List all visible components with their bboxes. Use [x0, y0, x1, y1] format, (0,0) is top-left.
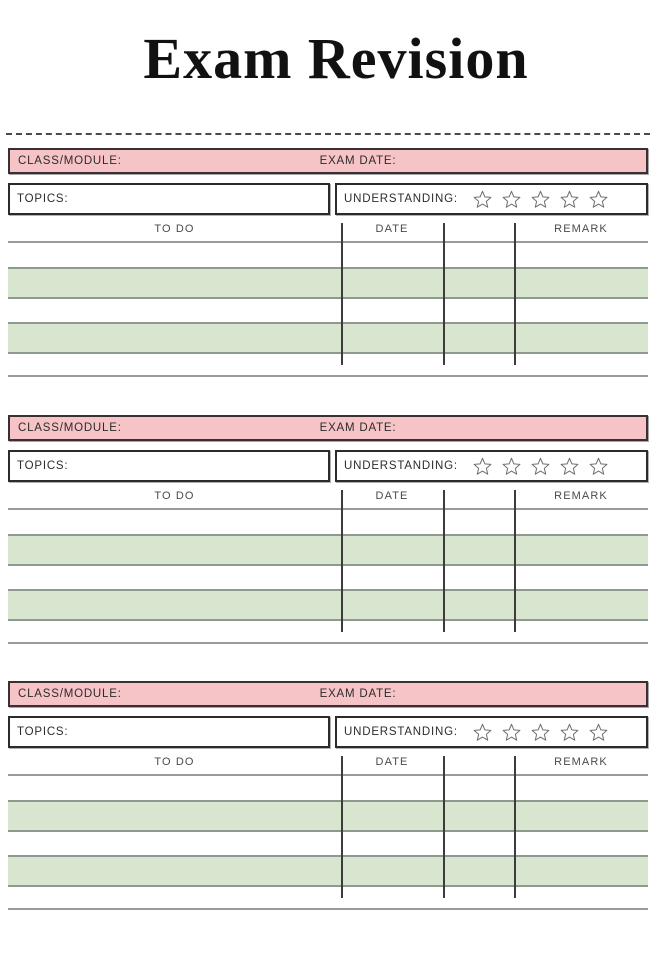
- table-rule: [8, 241, 648, 243]
- table-rule: [8, 508, 648, 510]
- star-outline-icon[interactable]: [530, 456, 551, 477]
- understanding-label: UNDERSTANDING:: [344, 726, 458, 738]
- star-outline-icon[interactable]: [559, 456, 580, 477]
- table-column-divider: [341, 223, 343, 365]
- star-outline-icon[interactable]: [588, 189, 609, 210]
- class-module-label: CLASS/MODULE:: [18, 688, 122, 700]
- understanding-field[interactable]: [335, 183, 648, 215]
- understanding-label: UNDERSTANDING:: [344, 460, 458, 472]
- table-rule: [8, 589, 648, 591]
- star-outline-icon[interactable]: [501, 189, 522, 210]
- topics-field[interactable]: [8, 183, 330, 215]
- table-rule: [8, 830, 648, 832]
- star-outline-icon[interactable]: [472, 722, 493, 743]
- revision-section-1: [8, 148, 648, 365]
- table-row[interactable]: [8, 590, 648, 620]
- star-outline-icon[interactable]: [472, 456, 493, 477]
- table-rule: [8, 375, 648, 377]
- todo-table: [8, 756, 648, 898]
- column-header-todo: TO DO: [154, 223, 195, 235]
- topics-label: TOPICS:: [17, 193, 69, 205]
- column-header-date: DATE: [375, 490, 409, 502]
- table-rule: [8, 352, 648, 354]
- todo-table: [8, 490, 648, 632]
- section-header-bar: [8, 415, 648, 441]
- table-column-divider: [341, 490, 343, 632]
- table-grid: [8, 241, 648, 365]
- understanding-rating[interactable]: [472, 722, 609, 743]
- table-rule: [8, 534, 648, 536]
- revision-section-3: [8, 681, 648, 898]
- table-rule: [8, 267, 648, 269]
- table-rule: [8, 885, 648, 887]
- column-header-date: DATE: [375, 756, 409, 768]
- understanding-field[interactable]: [335, 716, 648, 748]
- table-row[interactable]: [8, 856, 648, 886]
- table-row[interactable]: [8, 268, 648, 298]
- fields-row: [8, 450, 648, 482]
- table-rule: [8, 908, 648, 910]
- table-column-divider: [514, 756, 516, 898]
- table-rule: [8, 642, 648, 644]
- star-outline-icon[interactable]: [472, 189, 493, 210]
- fields-row: [8, 716, 648, 748]
- column-header-remark: REMARK: [554, 756, 608, 768]
- table-rule: [8, 619, 648, 621]
- section-header-bar: [8, 681, 648, 707]
- table-row[interactable]: [8, 323, 648, 353]
- topics-field[interactable]: [8, 450, 330, 482]
- star-outline-icon[interactable]: [530, 722, 551, 743]
- table-row[interactable]: [8, 535, 648, 565]
- page-title: Exam Revision: [143, 26, 529, 91]
- topics-label: TOPICS:: [17, 726, 69, 738]
- star-outline-icon[interactable]: [559, 722, 580, 743]
- title-divider: [6, 133, 650, 135]
- understanding-label: UNDERSTANDING:: [344, 193, 458, 205]
- topics-field[interactable]: [8, 716, 330, 748]
- column-header-remark: REMARK: [554, 490, 608, 502]
- star-outline-icon[interactable]: [501, 456, 522, 477]
- star-outline-icon[interactable]: [588, 722, 609, 743]
- table-grid: [8, 774, 648, 898]
- table-column-divider: [514, 223, 516, 365]
- exam-date-label: EXAM DATE:: [319, 422, 397, 434]
- table-grid: [8, 508, 648, 632]
- column-header-date: DATE: [375, 223, 409, 235]
- table-rule: [8, 297, 648, 299]
- table-rule: [8, 855, 648, 857]
- fields-row: [8, 183, 648, 215]
- table-column-divider: [514, 490, 516, 632]
- table-rule: [8, 800, 648, 802]
- column-header-remark: REMARK: [554, 223, 608, 235]
- star-outline-icon[interactable]: [501, 722, 522, 743]
- revision-section-2: [8, 415, 648, 632]
- table-column-divider: [443, 756, 445, 898]
- understanding-rating[interactable]: [472, 189, 609, 210]
- understanding-rating[interactable]: [472, 456, 609, 477]
- table-rule: [8, 322, 648, 324]
- table-column-divider: [443, 490, 445, 632]
- understanding-field[interactable]: [335, 450, 648, 482]
- class-module-label: CLASS/MODULE:: [18, 155, 122, 167]
- page-title-container: [0, 26, 672, 91]
- table-rule: [8, 774, 648, 776]
- table-column-divider: [341, 756, 343, 898]
- table-row[interactable]: [8, 801, 648, 831]
- star-outline-icon[interactable]: [559, 189, 580, 210]
- star-outline-icon[interactable]: [588, 456, 609, 477]
- class-module-label: CLASS/MODULE:: [18, 422, 122, 434]
- topics-label: TOPICS:: [17, 460, 69, 472]
- star-outline-icon[interactable]: [530, 189, 551, 210]
- exam-date-label: EXAM DATE:: [319, 155, 397, 167]
- section-header-bar: [8, 148, 648, 174]
- column-header-todo: TO DO: [154, 756, 195, 768]
- exam-date-label: EXAM DATE:: [319, 688, 397, 700]
- table-rule: [8, 564, 648, 566]
- table-column-divider: [443, 223, 445, 365]
- column-header-todo: TO DO: [154, 490, 195, 502]
- todo-table: [8, 223, 648, 365]
